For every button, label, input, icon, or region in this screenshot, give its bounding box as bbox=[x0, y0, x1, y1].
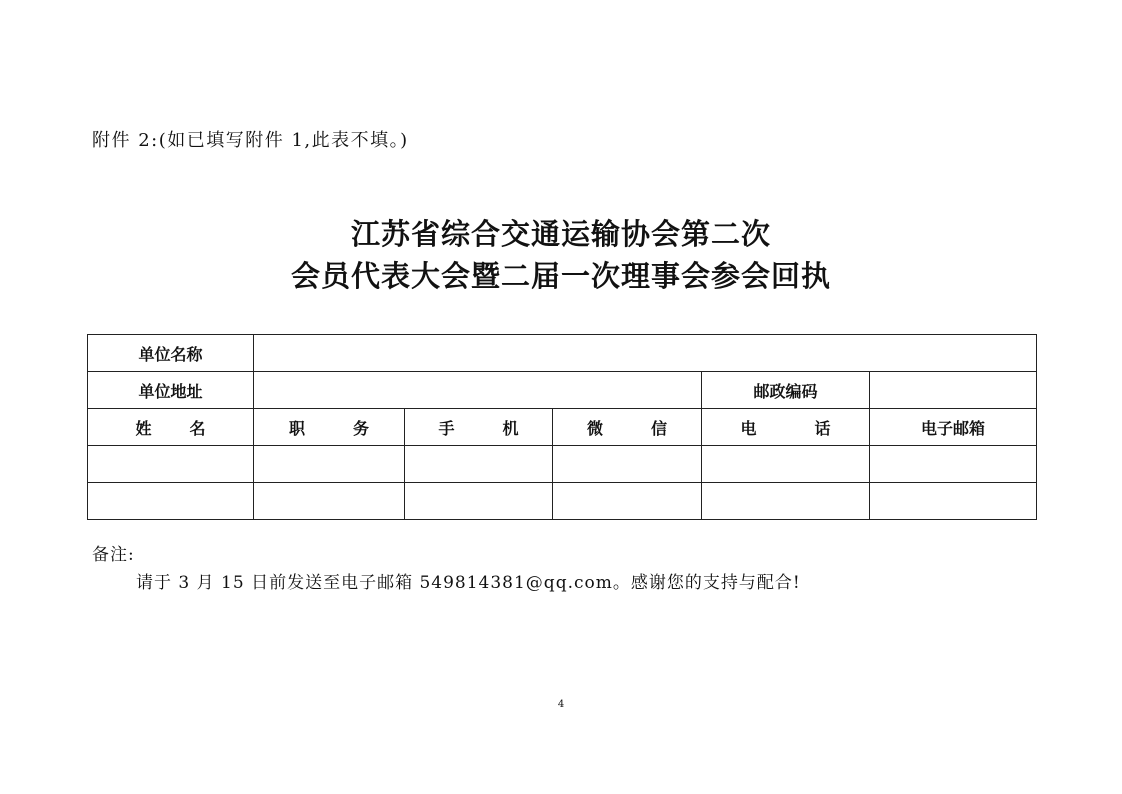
page-number: 4 bbox=[557, 699, 565, 710]
attendee-position-cell[interactable] bbox=[254, 483, 405, 520]
unit-name-field[interactable] bbox=[254, 335, 1037, 372]
postal-code-field[interactable] bbox=[870, 372, 1037, 409]
column-header-email: 电子邮箱 bbox=[870, 409, 1037, 446]
attendee-phone-cell[interactable] bbox=[702, 446, 870, 483]
column-header-mobile: 手 机 bbox=[405, 409, 553, 446]
attendee-name-cell[interactable] bbox=[88, 483, 254, 520]
remarks-label: 备注: bbox=[92, 545, 135, 565]
unit-name-row bbox=[88, 335, 1037, 372]
document-title-line-1: 江苏省综合交通运输协会第二次 bbox=[350, 217, 771, 251]
header-row bbox=[88, 409, 1037, 446]
attendee-mobile-cell[interactable] bbox=[405, 483, 553, 520]
postal-code-label: 邮政编码 bbox=[702, 372, 870, 409]
attachment-note: 附件 2:(如已填写附件 1,此表不填。) bbox=[92, 130, 409, 151]
remarks-text: 请于 3 月 15 日前发送至电子邮箱 549814381@qq.com。感谢您的支持与配合! bbox=[136, 573, 801, 593]
attendee-mobile-cell[interactable] bbox=[405, 446, 553, 483]
column-header-position: 职 务 bbox=[254, 409, 405, 446]
attendee-email-cell[interactable] bbox=[870, 483, 1037, 520]
attendee-row bbox=[88, 446, 1037, 483]
unit-address-field[interactable] bbox=[254, 372, 702, 409]
attendee-name-cell[interactable] bbox=[88, 446, 254, 483]
document-title-line-2: 会员代表大会暨二届一次理事会参会回执 bbox=[290, 259, 831, 293]
column-header-name: 姓 名 bbox=[88, 409, 254, 446]
attendee-position-cell[interactable] bbox=[254, 446, 405, 483]
attendee-email-cell[interactable] bbox=[870, 446, 1037, 483]
column-header-wechat: 微 信 bbox=[553, 409, 702, 446]
attendee-row bbox=[88, 483, 1037, 520]
unit-address-row bbox=[88, 372, 1037, 409]
attendee-wechat-cell[interactable] bbox=[553, 446, 702, 483]
column-header-phone: 电 话 bbox=[702, 409, 870, 446]
unit-address-label: 单位地址 bbox=[88, 372, 254, 409]
registration-form-table bbox=[87, 334, 1037, 520]
attendee-phone-cell[interactable] bbox=[702, 483, 870, 520]
unit-name-label: 单位名称 bbox=[88, 335, 254, 372]
attendee-wechat-cell[interactable] bbox=[553, 483, 702, 520]
